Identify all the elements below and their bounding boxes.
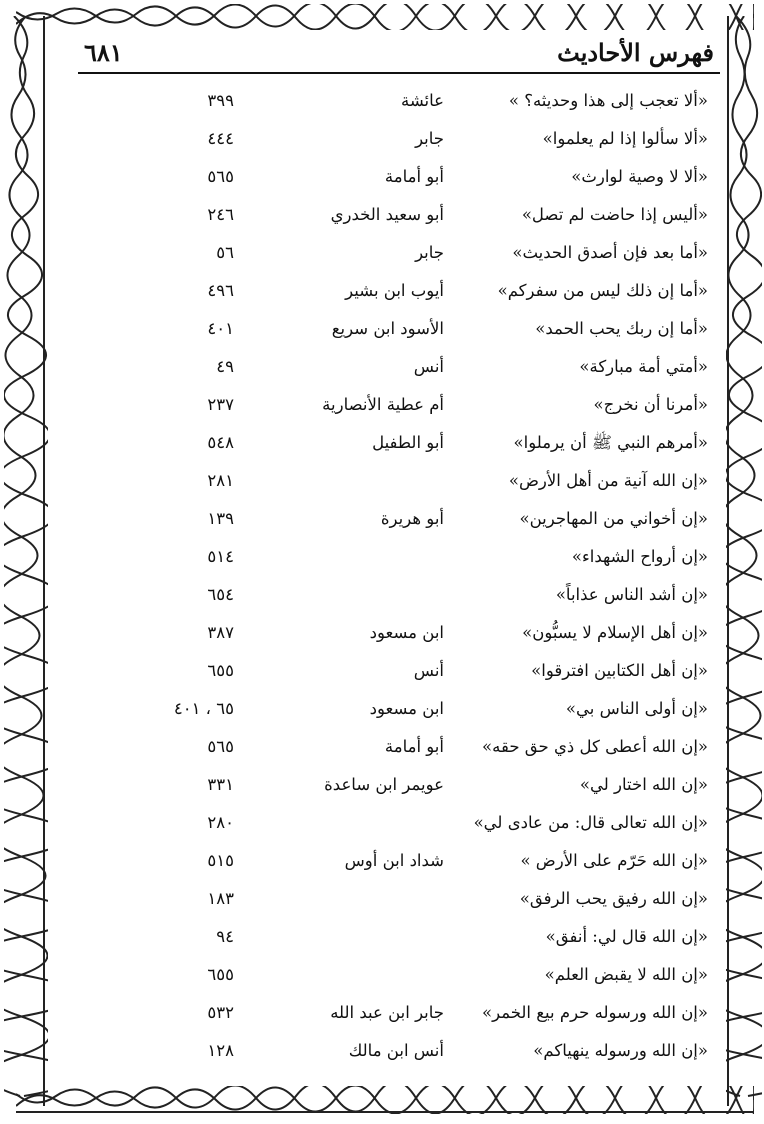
page-ref: ٦٥٥ [207,661,234,680]
narrator-name: ابن مسعود [369,699,444,718]
page-ref: ٥١٥ [207,851,234,870]
hadith-text: «إن الله ورسوله حرم بيع الخمر» [482,1003,708,1022]
index-row [150,998,720,1032]
hadith-text: «إن الله اختار لي» [579,775,708,794]
page-ref: ٦٥٥ [207,965,234,984]
index-row [150,390,720,424]
index-row [150,1036,720,1070]
page-ref: ٢٤٦ [207,205,234,224]
hadith-text: «إن الله أعطى كل ذي حق حقه» [482,737,708,756]
index-row [150,352,720,386]
hadith-text: «أما بعد فإن أصدق الحديث» [512,243,708,262]
page-ref: ٣٩٩ [207,91,234,110]
page-ref: ٩٤ [216,927,234,946]
page-ref: ٥١٤ [207,547,234,566]
narrator-name: شداد ابن أوس [344,851,444,870]
narrator-name: أم عطية الأنصارية [322,395,444,414]
hadith-text: «إن أخواني من المهاجرين» [519,509,708,528]
index-row [150,922,720,956]
hadith-text: «ألا تعجب إلى هذا وحديثه؟ » [508,91,708,110]
hadith-text: «إن أهل الكتابين افترقوا» [531,661,708,680]
page-ref: ٥٦٥ [207,167,234,186]
hadith-text: «إن الله ورسوله ينهياكم» [533,1041,708,1060]
index-row [150,504,720,538]
index-row [150,960,720,994]
narrator-name: جابر [415,129,444,148]
narrator-name: الأسود ابن سريع [331,319,444,338]
hadith-text: «أما إن ربك يحب الحمد» [535,319,708,338]
narrator-name: أنس [413,357,444,376]
narrator-name: أبو أمامة [384,737,444,756]
page-ref: ٢٣٧ [207,395,234,414]
hadith-text: «إن أهل الإسلام لا يسبُّون» [522,623,708,642]
hadith-text: «إن أشد الناس عذاباً» [555,585,708,604]
index-row [150,542,720,576]
hadith-text: «إن أولى الناس بي» [565,699,708,718]
index-row [150,238,720,272]
narrator-name: أبو سعيد الخدري [330,205,444,224]
index-row [150,428,720,462]
page-ref: ٢٨١ [207,471,234,490]
page-ref: ١٨٣ [207,889,234,908]
page-ref: ٦٥٤ [207,585,234,604]
hadith-text: «أمرنا أن نخرج» [593,395,708,414]
page-ref: ٤٩٦ [207,281,234,300]
index-row [150,770,720,804]
narrator-name: أبو أمامة [384,167,444,186]
index-row [150,884,720,918]
hadith-text: «أمتي أمة مباركة» [579,357,708,376]
page-ref: ٦٥ ، ٤٠١ [173,699,234,718]
hadith-text: «إن الله رفيق يحب الرفق» [519,889,708,908]
page-ref: ٤٤٤ [207,129,234,148]
page-ref: ٥٦٥ [207,737,234,756]
hadith-text: «إن الله تعالى قال: من عادى لي» [473,813,708,832]
index-row [150,732,720,766]
index-row [150,314,720,348]
index-row [150,162,720,196]
index-row [150,808,720,842]
narrator-name: أبو الطفيل [372,433,444,452]
index-row [150,200,720,234]
page-ref: ٣٣١ [207,775,234,794]
page-title: فهرس الأحاديث [557,38,714,67]
page-ref: ٥٤٨ [207,433,234,452]
hadith-text: «ألا لا وصية لوارث» [571,167,708,186]
page-ref: ٢٨٠ [207,813,234,832]
index-row [150,580,720,614]
index-row [150,694,720,728]
index-row [150,86,720,120]
narrator-name: أبو هريرة [380,509,444,528]
hadith-text: «ألا سألوا إذا لم يعلموا» [542,129,708,148]
page-ref: ٤٩ [216,357,234,376]
page-ref: ٥٣٢ [207,1003,234,1022]
page-ref: ٤٠١ [207,319,234,338]
index-row [150,618,720,652]
page-ref: ٥٦ [216,243,234,262]
index-row [150,656,720,690]
index-row [150,276,720,310]
hadith-text: «إن الله قال لي: أنفق» [545,927,708,946]
narrator-name: جابر ابن عبد الله [330,1003,444,1022]
narrator-name: أنس [413,661,444,680]
hadith-text: «إن أرواح الشهداء» [571,547,708,566]
index-row [150,846,720,880]
narrator-name: عويمر ابن ساعدة [324,775,444,794]
hadith-text: «إن الله حَرّم على الأرض » [520,851,708,870]
hadith-text: «أليس إذا حاضت لم تصل» [521,205,708,224]
hadith-text: «أمرهم النبي ﷺ أن يرملوا» [513,433,708,452]
narrator-name: أنس ابن مالك [348,1041,444,1060]
page-ref: ٣٨٧ [207,623,234,642]
index-row [150,466,720,500]
hadith-text: «إن الله لا يقبض العلم» [544,965,708,984]
hadith-text: «إن الله آنية من أهل الأرض» [508,471,708,490]
page-ref: ١٣٩ [207,509,234,528]
page-ref: ١٢٨ [207,1041,234,1060]
narrator-name: جابر [415,243,444,262]
index-row [150,124,720,158]
page-number: ٦٨١ [84,38,123,67]
narrator-name: عائشة [400,91,444,110]
hadith-text: «أما إن ذلك ليس من سفركم» [497,281,708,300]
narrator-name: أيوب ابن بشير [345,281,444,300]
narrator-name: ابن مسعود [369,623,444,642]
